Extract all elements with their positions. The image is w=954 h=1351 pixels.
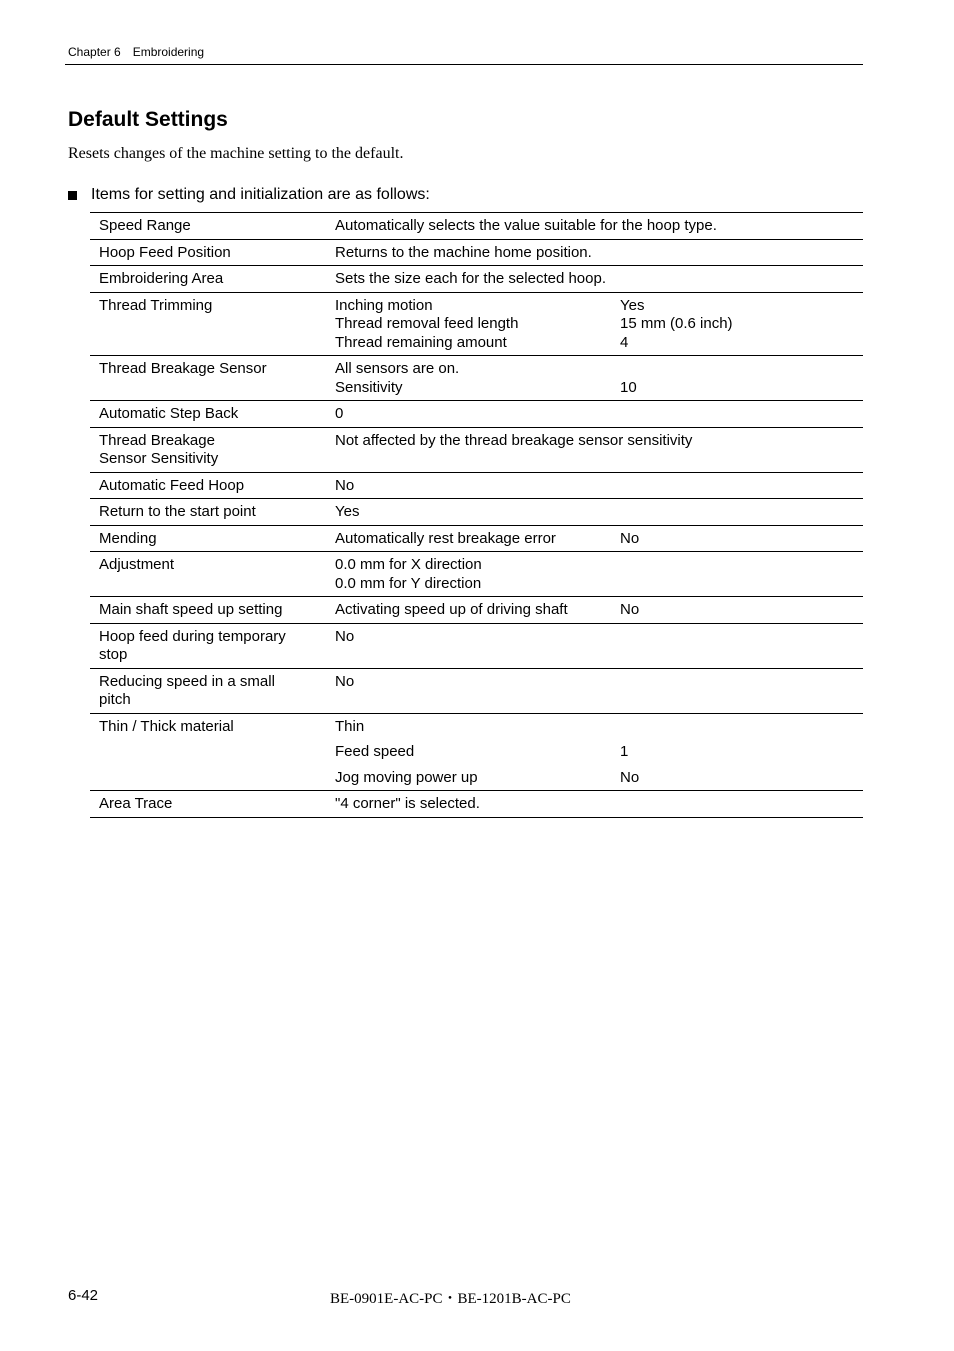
table-row: [90, 266, 863, 293]
setting-name-cell: [90, 427, 335, 472]
setting-name: Area Trace: [99, 795, 173, 812]
value-line: Not affected by the thread breakage sensor sensitivity: [335, 431, 693, 449]
setting-name: Speed Range: [99, 217, 191, 234]
setting-name-cell: [90, 713, 335, 791]
value-line: [335, 769, 863, 788]
setting-value-cell: [335, 401, 863, 428]
table-row: [90, 472, 863, 499]
value-setting: 1: [620, 743, 629, 760]
bullet-item: [68, 186, 430, 204]
setting-name: Main shaft speed up setting: [99, 601, 283, 618]
setting-value-cell: [335, 597, 863, 624]
setting-value-cell: [335, 713, 863, 791]
setting-value-cell: [335, 668, 863, 713]
value-line: [335, 379, 863, 398]
chapter-label: Chapter 6: [68, 45, 121, 59]
setting-name-cell: [90, 668, 335, 713]
value-line: No: [335, 476, 355, 494]
line-gap: [335, 736, 863, 743]
setting-name: Hoop feed during temporary: [99, 627, 286, 645]
table-row: [90, 668, 863, 713]
bullet-square-icon: [68, 191, 77, 200]
setting-name: Sensor Sensitivity: [99, 450, 219, 467]
default-settings-table: [90, 212, 863, 818]
value-label: Jog moving power up: [335, 768, 478, 786]
value-setting: 10: [620, 378, 637, 396]
setting-value-cell: [335, 525, 863, 552]
header-rule-accent: [285, 64, 682, 65]
setting-name: Automatic Step Back: [99, 405, 239, 422]
value-line: 0.0 mm for X direction: [335, 556, 482, 573]
value-setting: Yes: [620, 296, 645, 314]
value-line: [335, 743, 863, 762]
value-label: Feed speed: [335, 743, 415, 760]
setting-value-cell: [335, 292, 863, 356]
value-label: Sensitivity: [335, 378, 403, 396]
setting-name: Automatic Feed Hoop: [99, 476, 245, 494]
page-title: Default Settings: [68, 108, 228, 131]
setting-value-cell: [335, 266, 863, 293]
table-row: [90, 401, 863, 428]
table-row: [90, 427, 863, 472]
value-line: 0: [335, 405, 344, 422]
table-row: [90, 292, 863, 356]
value-line: Sets the size each for the selected hoop.: [335, 270, 607, 287]
value-line: Thin: [335, 717, 365, 735]
value-line: Yes: [335, 503, 360, 520]
table-row: [90, 213, 863, 240]
value-label: Automatically rest breakage error: [335, 529, 556, 547]
setting-name-cell: [90, 623, 335, 668]
setting-value-cell: [335, 499, 863, 526]
value-label: Thread removal feed length: [335, 315, 519, 332]
value-label: Thread remaining amount: [335, 333, 507, 351]
table-row: [90, 356, 863, 401]
table-row: [90, 597, 863, 624]
value-label: Activating speed up of driving shaft: [335, 601, 568, 618]
setting-name-cell: [90, 266, 335, 293]
setting-value-cell: [335, 623, 863, 668]
line-gap: [335, 762, 863, 769]
value-line: [335, 334, 863, 353]
setting-value-cell: [335, 356, 863, 401]
setting-value-cell: [335, 239, 863, 266]
setting-name: Thread Breakage: [99, 431, 215, 449]
table-row: [90, 239, 863, 266]
table-row: [90, 791, 863, 818]
value-line: Automatically selects the value suitable for the hoop type.: [335, 217, 717, 234]
page-number: 6-42: [68, 1287, 99, 1304]
value-line: "4 corner" is selected.: [335, 795, 480, 812]
setting-name: Reducing speed in a small: [99, 672, 275, 690]
table-row: [90, 499, 863, 526]
value-line: No: [335, 672, 355, 690]
setting-name: pitch: [99, 691, 131, 708]
setting-name: Mending: [99, 529, 157, 547]
setting-value-cell: [335, 552, 863, 597]
setting-name-cell: [90, 499, 335, 526]
value-label: Inching motion: [335, 296, 433, 314]
setting-value-cell: [335, 791, 863, 818]
value-line: [335, 297, 863, 316]
setting-name: Thin / Thick material: [99, 717, 234, 735]
setting-name: Thread Trimming: [99, 296, 213, 314]
setting-name: Thread Breakage Sensor: [99, 360, 267, 377]
document-code: BE-0901E-AC-PC・BE-1201B-AC-PC: [330, 1291, 571, 1307]
setting-name-cell: [90, 292, 335, 356]
bullet-text: Items for setting and initialization are as follows:: [91, 186, 430, 203]
value-line: No: [335, 627, 355, 645]
setting-value-cell: [335, 213, 863, 240]
setting-name: stop: [99, 646, 128, 663]
value-setting: No: [620, 768, 640, 786]
setting-value-cell: [335, 427, 863, 472]
value-setting: No: [620, 601, 640, 618]
intro-text: Resets changes of the machine setting to the default.: [68, 145, 404, 162]
setting-value-cell: [335, 472, 863, 499]
setting-name: Return to the start point: [99, 503, 256, 520]
table-row: [90, 525, 863, 552]
value-line: [335, 601, 863, 620]
setting-name-cell: [90, 401, 335, 428]
setting-name-cell: [90, 597, 335, 624]
table-row: [90, 623, 863, 668]
running-header: [68, 45, 204, 59]
value-setting: 15 mm (0.6 inch): [620, 315, 733, 332]
setting-name-cell: [90, 356, 335, 401]
table-row: [90, 713, 863, 791]
value-line: [335, 530, 863, 549]
table-row: [90, 552, 863, 597]
setting-name-cell: [90, 213, 335, 240]
setting-name-cell: [90, 239, 335, 266]
value-line: Returns to the machine home position.: [335, 243, 592, 261]
setting-name: Embroidering Area: [99, 270, 224, 287]
setting-name-cell: [90, 552, 335, 597]
value-setting: 4: [620, 333, 629, 351]
setting-name-cell: [90, 472, 335, 499]
setting-name: Adjustment: [99, 556, 175, 573]
section-label: Embroidering: [132, 45, 205, 59]
value-line: [335, 315, 863, 334]
value-line: All sensors are on.: [335, 360, 460, 377]
setting-name-cell: [90, 525, 335, 552]
setting-name-cell: [90, 791, 335, 818]
value-setting: No: [620, 529, 640, 547]
value-line: 0.0 mm for Y direction: [335, 574, 482, 592]
setting-name: Hoop Feed Position: [99, 243, 231, 261]
